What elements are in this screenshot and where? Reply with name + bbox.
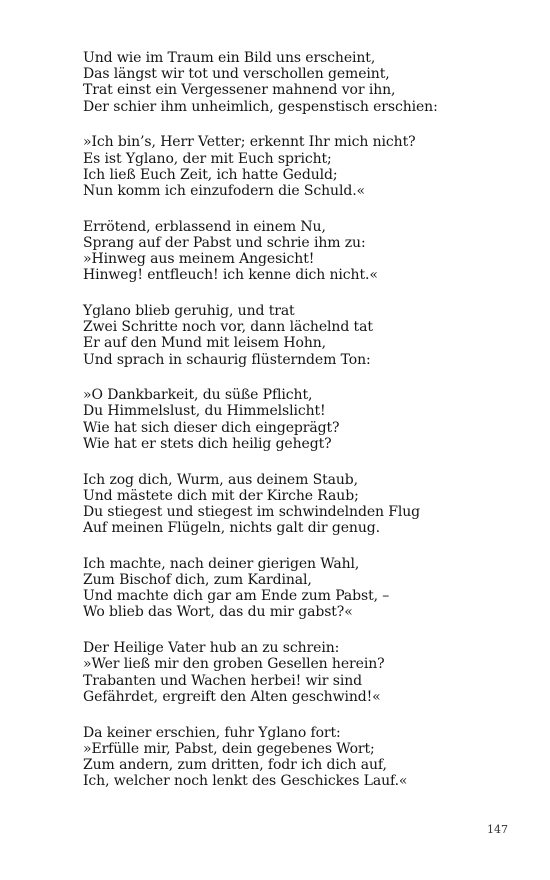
verse-line: Der schier ihm unheimlich, gespenstisch erschien: [83,98,438,115]
verse-line: Ich, welcher noch lenkt des Geschickes Lauf.« [83,773,408,790]
verse-line: »Hinweg aus meinem Angesicht! [83,251,315,268]
verse-line: Trat einst ein Vergessener mahnend vor ihn, [83,82,396,99]
stanza [83,50,523,115]
verse-line: Errötend, erblassend in einem Nu, [83,218,326,235]
page-number: 147 [487,823,508,836]
stanza [83,556,523,621]
verse-line: Wie hat sich dieser dich eingeprägt? [83,419,340,436]
verse-line: Du stiegest und stiegest im schwindelnden Flug [83,503,421,520]
stanza [83,387,523,452]
verse-line: Er auf den Mund mit leisem Hohn, [83,335,327,352]
verse-line: Ich ließ Euch Zeit, ich hatte Geduld; [83,166,338,183]
verse-line: Da keiner erschien, fuhr Yglano fort: [83,724,341,741]
verse-line: Ich zog dich, Wurm, aus deinem Staub, [83,471,359,488]
verse-line: Auf meinen Flügeln, nichts galt dir genug. [83,520,380,537]
verse-line: Und mästete dich mit der Kirche Raub; [83,487,359,504]
verse-line: Zum Bischof dich, zum Kardinal, [83,572,312,589]
verse-line: Nun komm ich einzufodern die Schuld.« [83,182,366,199]
verse-line: Trabanten und Wachen herbei! wir sind [83,672,362,689]
verse-line: »Erfülle mir, Pabst, dein gegebenes Wort; [83,740,375,757]
verse-line: Yglano blieb geruhig, und trat [83,302,295,319]
verse-line: Und wie im Traum ein Bild uns erscheint, [83,50,376,66]
verse-line: Zwei Schritte noch vor, dann lächelnd tat [83,319,373,336]
poem-body [83,50,523,809]
verse-line: Du Himmelslust, du Himmelslicht! [83,403,326,420]
verse-line: Wie hat er stets dich heilig gehegt? [83,435,332,452]
verse-line: Es ist Yglano, der mit Euch spricht; [83,150,332,167]
verse-line: Zum andern, zum dritten, fodr ich dich auf, [83,756,387,773]
stanza [83,725,523,790]
verse-line: Hinweg! entfleuch! ich kenne dich nicht.« [83,267,378,284]
stanza [83,219,523,284]
verse-line: Gefährdet, ergreift den Alten geschwind!« [83,688,381,705]
verse-line: Und sprach in schaurig flüsterndem Ton: [83,351,371,368]
stanza [83,472,523,537]
stanza [83,134,523,199]
verse-line: Wo blieb das Wort, das du mir gabst?« [83,604,353,621]
verse-line: »Ich bin’s, Herr Vetter; erkennt Ihr mich nicht? [83,134,416,151]
verse-line: Sprang auf der Pabst und schrie ihm zu: [83,234,366,251]
stanza [83,303,523,368]
verse-line: »O Dankbarkeit, du süße Pflicht, [83,387,313,404]
verse-line: Und machte dich gar am Ende zum Pabst, – [83,588,390,605]
stanza [83,640,523,705]
verse-line: »Wer ließ mir den groben Gesellen herein? [83,656,385,673]
verse-line: Ich machte, nach deiner gierigen Wahl, [83,555,360,572]
verse-line: Der Heilige Vater hub an zu schrein: [83,640,340,657]
verse-line: Das längst wir tot und verschollen gemeint, [83,66,390,83]
